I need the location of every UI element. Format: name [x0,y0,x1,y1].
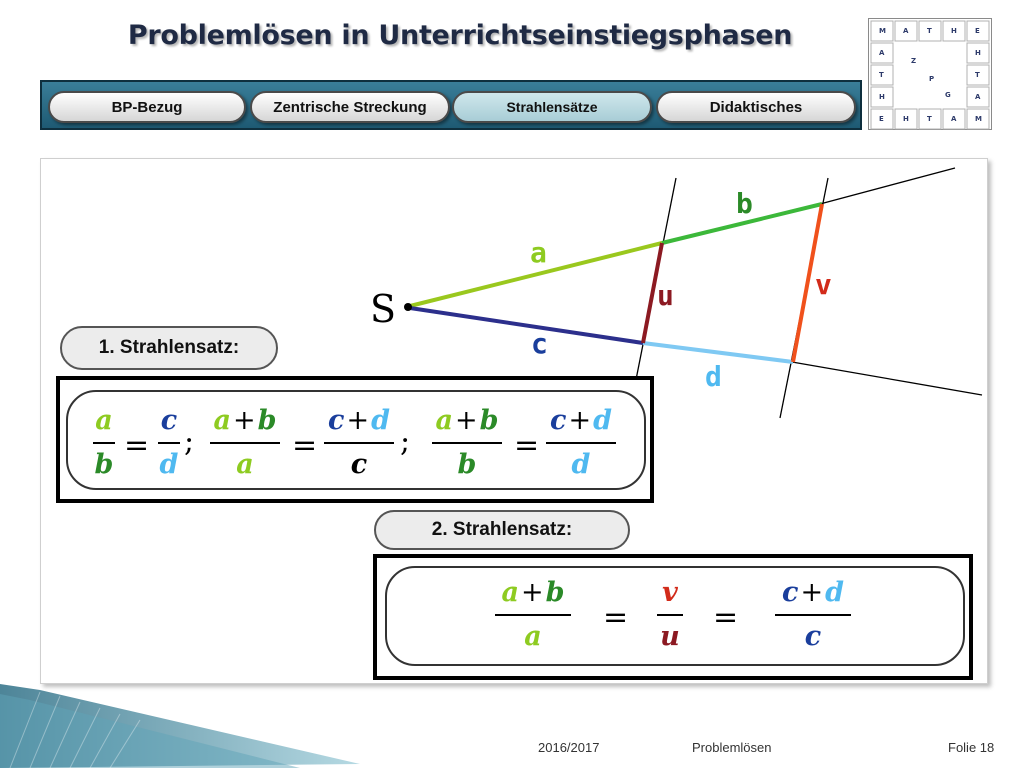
label-u: u [657,279,674,312]
footer-topic: Problemlösen [692,740,772,755]
logo-letter: T [879,71,884,79]
logo-letter: T [975,71,980,79]
theorem2-formula-box [373,554,973,680]
var-u: u [660,621,680,652]
equals-sign: = [713,600,739,635]
logo-letter: E [975,27,980,35]
theorem1-label: 1. Strahlensatz: [60,326,278,370]
logo-letter: A [903,27,909,35]
tab-bp-bezug[interactable]: BP-Bezug [48,91,246,123]
var-c: c [328,405,345,436]
label-d: d [705,360,722,393]
equals-sign: = [292,428,318,463]
logo-letter: H [879,93,885,101]
equals-sign: = [603,600,629,635]
fraction-a-plus-b-over-a [495,578,571,652]
var-d: d [593,405,612,436]
var-a: a [95,405,113,436]
fraction-c-plus-d-over-c [775,578,851,652]
tab-zentrische-streckung[interactable]: Zentrische Streckung [250,91,450,123]
tab-strahlensaetze[interactable]: Strahlensätze [452,91,652,123]
plus-sign: + [232,405,256,436]
logo-letter: G [945,91,951,99]
logo-letter: A [951,115,957,123]
var-d: d [371,405,390,436]
label-s: S [370,287,397,331]
tab-didaktisches[interactable]: Didaktisches [656,91,856,123]
logo-letter: Z [911,57,917,65]
var-a: a [236,449,254,480]
fraction-a-plus-b-over-a [210,406,280,480]
var-b: b [94,449,114,480]
var-d: d [159,449,179,480]
label-b: b [736,187,753,220]
plus-sign: + [800,577,824,608]
fraction-c-plus-d-over-d [546,406,616,480]
logo-letter: P [929,75,935,83]
footer-year: 2016/2017 [538,740,600,755]
logo-letter: H [975,49,981,57]
fraction-c-over-d [158,406,180,480]
label-v: v [815,268,832,301]
var-a: a [213,405,231,436]
var-b: b [479,405,499,436]
logo-letter: A [975,93,981,101]
var-a: a [501,577,519,608]
logo-letter: E [879,115,884,123]
var-c: c [350,449,368,480]
logo-letter: H [903,115,909,123]
var-b: b [545,577,565,608]
ray-lower-extension [792,362,982,395]
var-d: d [825,577,844,608]
var-c: c [160,405,178,436]
label-a: a [530,236,547,269]
logo-letter: T [927,115,932,123]
fraction-v-over-u [657,578,683,652]
var-b: b [457,449,477,480]
equals-sign: = [124,428,150,463]
fraction-a-plus-b-over-b [432,406,502,480]
equals-sign: = [514,428,540,463]
point-s [404,303,412,311]
var-d: d [571,449,591,480]
var-c: c [550,405,567,436]
fraction-c-plus-d-over-c [324,406,394,480]
ray-upper-extension [820,168,955,204]
plus-sign: + [520,577,544,608]
var-c: c [782,577,799,608]
plus-sign: + [346,405,370,436]
var-a: a [524,621,542,652]
corner-decoration [0,680,420,768]
theorem2-label: 2. Strahlensatz: [374,510,630,550]
logo-letter: M [975,115,982,123]
var-c: c [804,621,822,652]
logo-letter: H [951,27,957,35]
footer-slide-number: Folie 18 [948,740,995,755]
plus-sign: + [454,405,478,436]
theorem1-formula-box [56,376,654,503]
var-v: v [662,577,678,608]
separator: ; [184,424,195,459]
logo-letter: A [879,49,885,57]
plus-sign: + [568,405,592,436]
separator: ; [400,424,411,459]
logo-letter: M [879,27,886,35]
segment-c [410,308,643,343]
fraction-a-over-b [93,406,115,480]
label-c: c [531,327,548,360]
logo-letter: T [927,27,932,35]
page-title: Problemlösen in Unterrichtseinstiegsphasen [127,20,793,51]
var-b: b [257,405,277,436]
var-a: a [435,405,453,436]
